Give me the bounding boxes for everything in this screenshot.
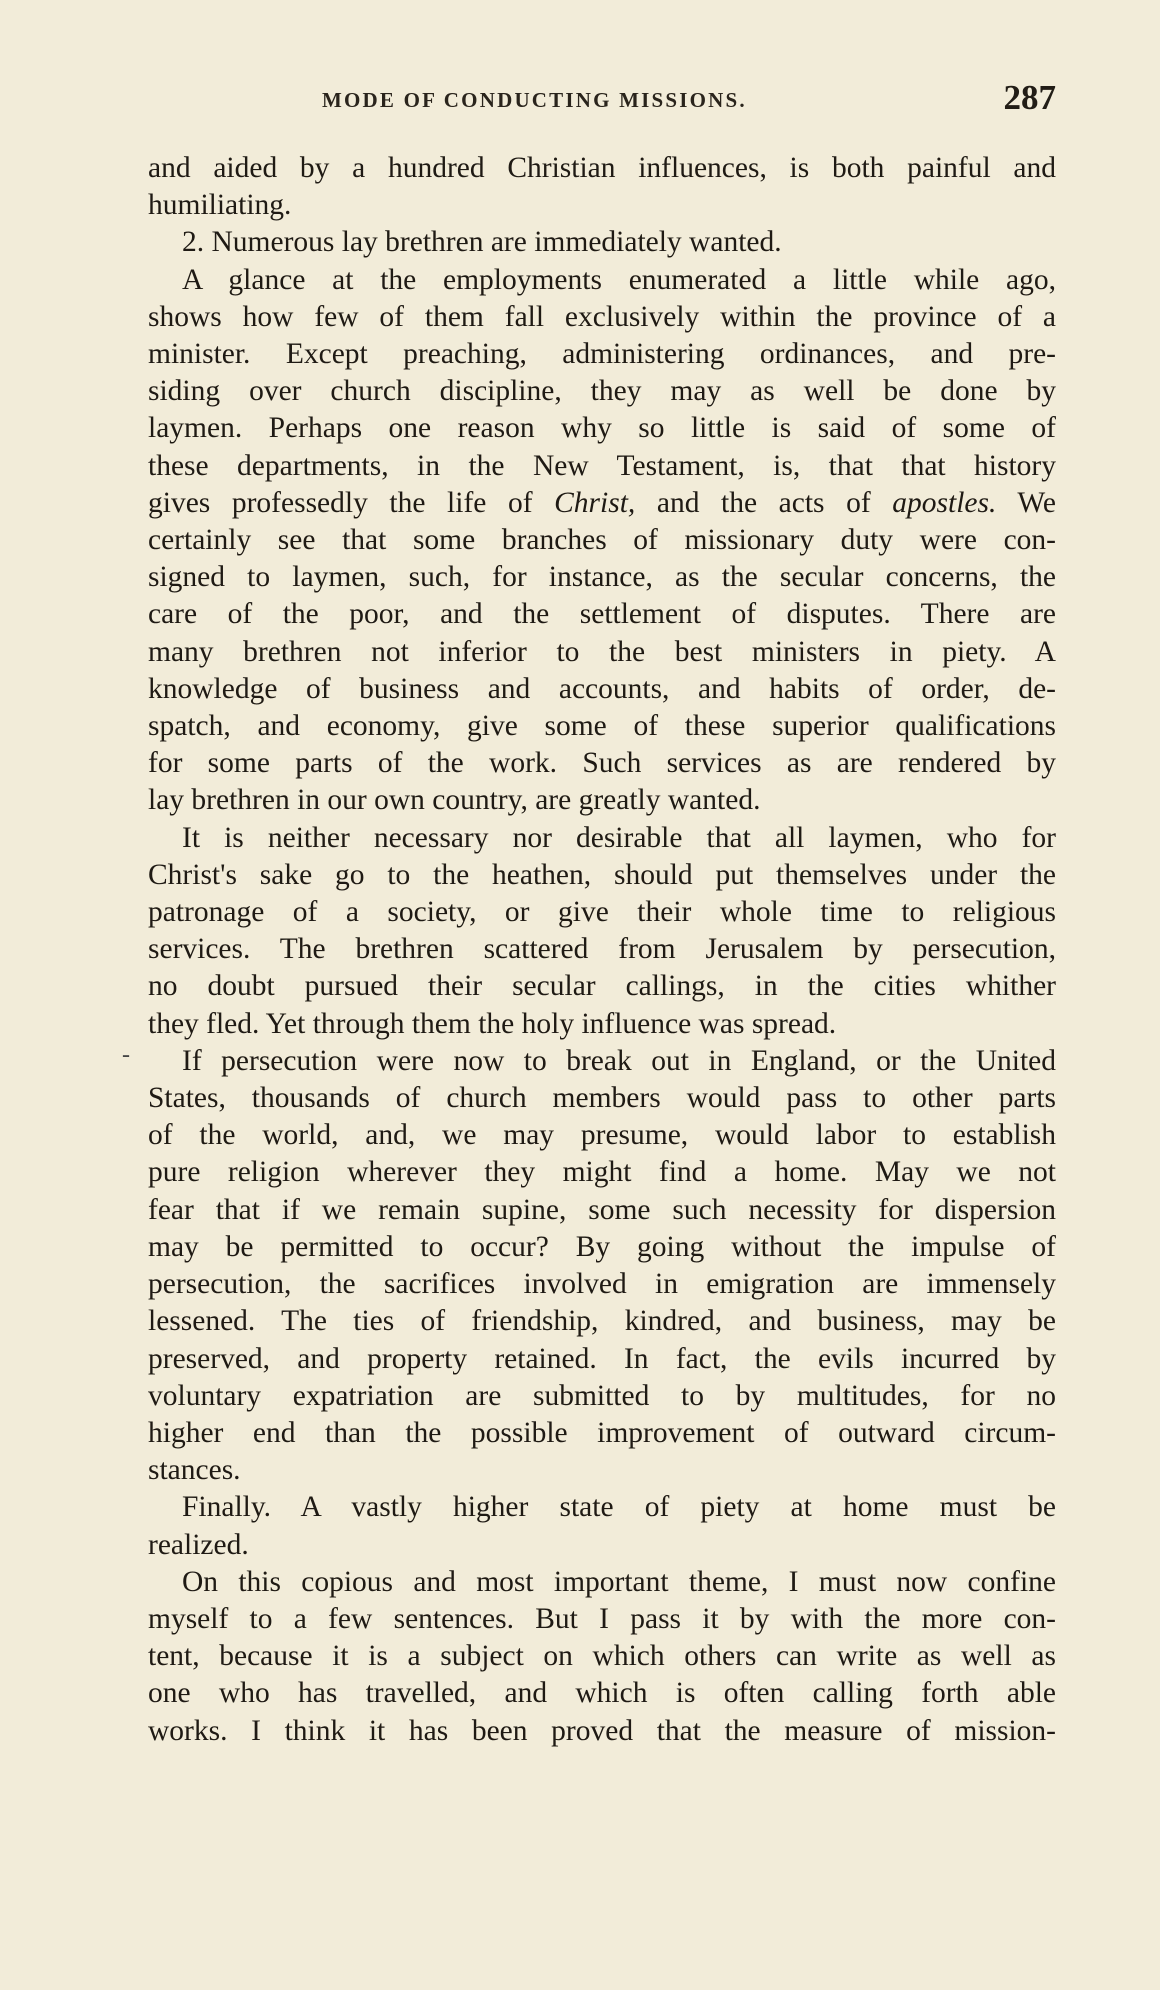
text-line: for some parts of the work. Such services as are rendered by [148, 747, 1056, 780]
text-line: siding over church discipline, they may as well be done by [148, 375, 1056, 408]
text-line: Finally. A vastly higher state of piety at home must be [182, 1491, 1056, 1524]
text-line: It is neither necessary nor desirable that all laymen, who for [182, 821, 1056, 854]
text-line [148, 485, 1056, 522]
text-span: and the acts of [635, 486, 893, 519]
text-line: minister. Except preaching, administering ordinances, and pre- [148, 338, 1056, 371]
italic-word: apostles. [892, 486, 997, 519]
text-line: spatch, and economy, give some of these superior qualifications [148, 710, 1056, 743]
text-line: On this copious and most important theme, I must now confine [182, 1565, 1056, 1598]
page-header [148, 78, 1056, 124]
text-line: lessened. The ties of friendship, kindred, and business, may be [148, 1305, 1056, 1338]
text-line: services. The brethren scattered from Jerusalem by persecution, [148, 933, 1056, 966]
text-line: they fled. Yet through them the holy influence was spread. [148, 1007, 837, 1040]
text-line: these departments, in the New Testament, is, that that history [148, 449, 1056, 482]
text-line: pure religion wherever they might find a home. May we not [148, 1156, 1056, 1189]
text-line: fear that if we remain supine, some such necessity for dispersion [148, 1193, 1056, 1226]
margin-mark: - [122, 1042, 130, 1068]
text-line: If persecution were now to break out in England, or the United [182, 1044, 1056, 1077]
body-text [148, 150, 1056, 1750]
text-line: many brethren not inferior to the best ministers in piety. A [148, 635, 1056, 668]
text-line: States, thousands of church members would pass to other parts [148, 1082, 1056, 1115]
text-line: of the world, and, we may presume, would labor to establish [148, 1119, 1056, 1152]
text-line: one who has travelled, and which is often calling forth able [148, 1677, 1056, 1710]
text-line: myself to a few sentences. But I pass it by with the more con- [148, 1602, 1056, 1635]
text-line: humiliating. [148, 189, 292, 222]
page-number: 287 [1003, 78, 1056, 117]
running-head: MODE OF CONDUCTING MISSIONS. [322, 88, 747, 112]
text-line: tent, because it is a subject on which others can write as well as [148, 1640, 1056, 1673]
text-line: certainly see that some branches of missionary duty were con- [148, 524, 1056, 557]
text-line: may be permitted to occur? By going without the impulse of [148, 1230, 1056, 1263]
text-line: 2. Numerous lay brethren are immediately wanted. [182, 226, 782, 259]
text-span: gives professedly the life of [148, 486, 555, 519]
text-line: stances. [148, 1454, 241, 1487]
text-line: works. I think it has been proved that the measure of mission- [148, 1714, 1056, 1747]
italic-word: Christ, [554, 486, 636, 519]
text-line: persecution, the sacrifices involved in emigration are immensely [148, 1268, 1056, 1301]
text-line: care of the poor, and the settlement of disputes. There are [148, 598, 1056, 631]
text-line: Christ's sake go to the heathen, should put themselves under the [148, 858, 1056, 891]
text-line: higher end than the possible improvement of outward circum- [148, 1416, 1056, 1449]
text-line: and aided by a hundred Christian influences, is both painful and [148, 152, 1056, 184]
text-line: realized. [148, 1528, 249, 1561]
text-line: signed to laymen, such, for instance, as the secular concerns, the [148, 561, 1056, 594]
text-line: A glance at the employments enumerated a little while ago, [182, 263, 1056, 296]
text-line: knowledge of business and accounts, and habits of order, de- [148, 672, 1056, 705]
text-line: preserved, and property retained. In fact, the evils incurred by [148, 1342, 1056, 1375]
text-line: patronage of a society, or give their whole time to religious [148, 896, 1056, 929]
text-line: no doubt pursued their secular callings, in the cities whither [148, 970, 1056, 1003]
text-line: shows how few of them fall exclusively within the province of a [148, 300, 1056, 333]
text-line: laymen. Perhaps one reason why so little is said of some of [148, 412, 1056, 445]
text-span: We [996, 486, 1057, 519]
text-line: voluntary expatriation are submitted to by multitudes, for no [148, 1379, 1056, 1412]
text-line: lay brethren in our own country, are greatly wanted. [148, 784, 761, 817]
